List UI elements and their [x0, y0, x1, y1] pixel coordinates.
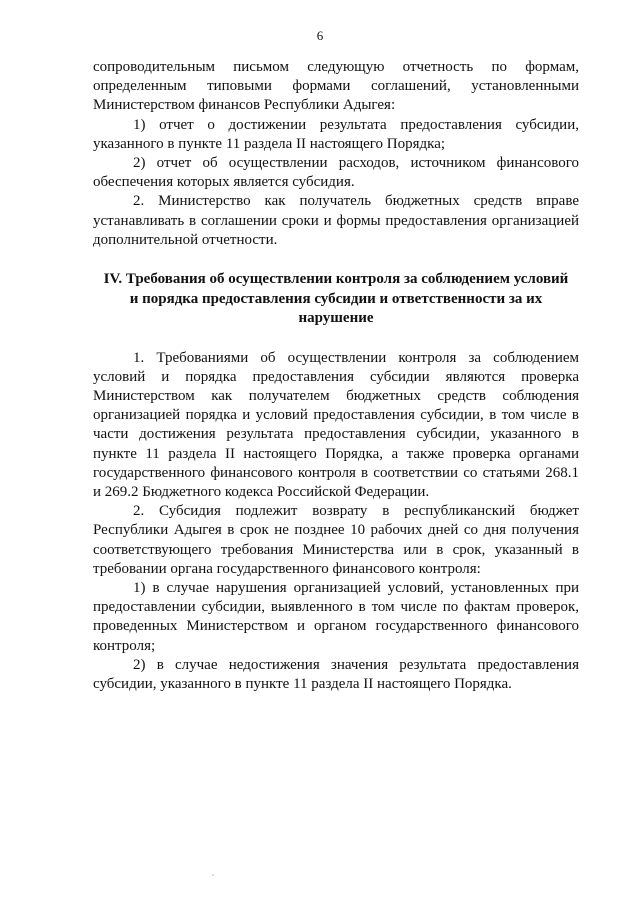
scan-dot [212, 874, 214, 876]
section-4-heading-line-2: и порядка предоставления субсидии и ответственности за их нарушение [129, 290, 543, 327]
section-4-heading-line-1: IV. Требования об осуществлении контроля за соблюдением условий [103, 271, 569, 288]
page-number: 6 [316, 28, 324, 43]
section-4-point-2-item-1: 1) в случае нарушения организацией условий, установленных при предоставлении субсидии, выявленного в том числе по фактам проверок, проведенных Министерством и органом государственного финансового контроля; [93, 579, 579, 654]
intro-item-2: 2) отчет об осуществлении расходов, источником финансового обеспечения которых является субсидия. [93, 155, 579, 191]
intro-continuation-paragraph: сопроводительным письмом следующую отчетность по формам, определенным типовыми формами соглашений, установленными Министерством финансов Республики Адыгея: [93, 59, 579, 114]
section-4-heading [93, 270, 579, 329]
intro-point-2: 2. Министерство как получатель бюджетных средств вправе устанавливать в соглашении сроки и формы предоставления организацией дополнительной отчетности. [93, 193, 579, 248]
document-body [93, 58, 579, 694]
section-4-point-2: 2. Субсидия подлежит возврату в республиканский бюджет Республики Адыгея в срок не позднее 10 рабочих дней со дня получения соответствующего требования Министерства или в срок, указанный в требовании органа государственного финансового контроля: [93, 503, 579, 577]
intro-item-1: 1) отчет о достижении результата предоставления субсидии, указанного в пункте 11 раздела II настоящего Порядка; [93, 116, 579, 152]
section-4-point-2-item-2: 2) в случае недостижения значения результата предоставления субсидии, указанного в пункте 11 раздела II настоящего Порядка. [93, 656, 579, 692]
section-4-point-1: 1. Требованиями об осуществлении контроля за соблюдением условий и порядка предоставления субсидии являются проверка Министерством как получателем бюджетных средств соблюдения организацией порядка и условий предоставления субсидии, в том числе в части достижения результата предоставления субсидии, указанного в пункте 11 раздела II настоящего Порядка, а также проверка органами государственного финансового контроля в соответствии со статьями 268.1 и 269.2 Бюджетного кодекса Российской Федерации. [93, 349, 579, 500]
